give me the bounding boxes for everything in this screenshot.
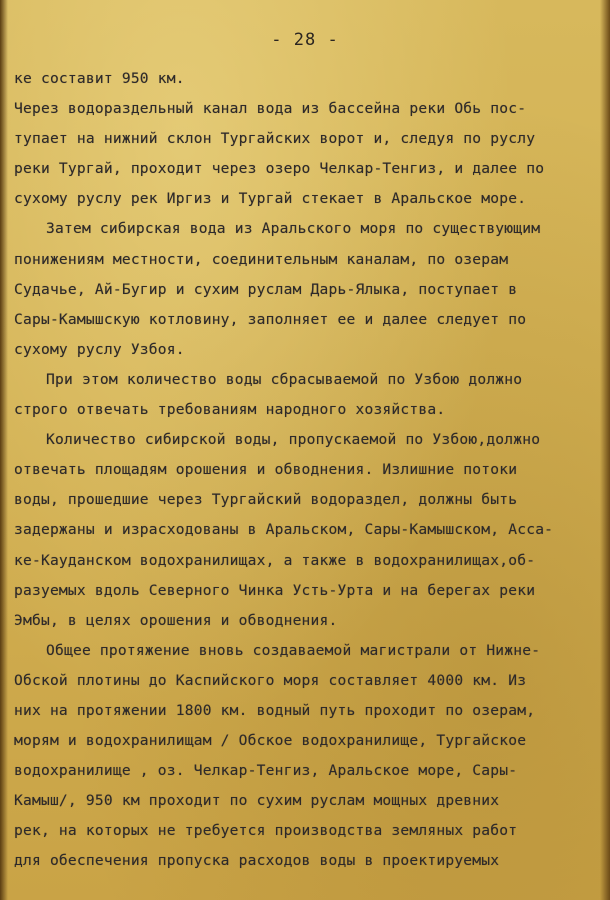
text-line: отвечать площадям орошения и обводнения. Излишние потоки bbox=[14, 461, 518, 479]
text-line: водохранилище , оз. Челкар-Тенгиз, Аральское море, Сары- bbox=[14, 762, 518, 780]
text-line: них на протяжении 1800 км. водный путь проходит по озерам, bbox=[14, 701, 536, 719]
text-line: Сары-Камышскую котловину, заполняет ее и далее следует по bbox=[14, 310, 527, 328]
text-line: ке-Кауданском водохранилищах, а также в водохранилищах,об- bbox=[14, 551, 536, 569]
text-line: Судачье, Ай-Бугир и сухим руслам Дарь-Ялыка, поступает в bbox=[14, 280, 518, 298]
page-edge-shadow-left bbox=[0, 0, 8, 900]
paragraph-first-line: Общее протяжение вновь создаваемой магистрали от Нижне- bbox=[46, 641, 541, 659]
text-line: разуемых вдоль Северного Чинка Усть-Урта и на берегах реки bbox=[14, 581, 536, 599]
text-line: Камыш/, 950 км проходит по сухим руслам мощных древних bbox=[14, 792, 500, 810]
paragraph-first-line: Количество сибирской воды, пропускаемой по Узбою,должно bbox=[46, 431, 541, 449]
text-line: морям и водохранилищам / Обское водохранилище, Тургайское bbox=[14, 732, 527, 750]
text-line: строго отвечать требованиям народного хозяйства. bbox=[14, 401, 446, 419]
text-line: сухому руслу рек Иргиз и Тургай стекает в Аральское море. bbox=[14, 190, 527, 208]
text-line: понижениям местности, соединительным каналам, по озерам bbox=[14, 250, 509, 268]
page-number: - 28 - bbox=[271, 30, 339, 50]
paragraph-first-line: Затем сибирская вода из Аральского моря по существующим bbox=[46, 220, 541, 238]
text-line: тупает на нижний склон Тургайских ворот и, следуя по руслу bbox=[14, 130, 536, 148]
text-line: воды, прошедшие через Тургайский водораздел, должны быть bbox=[14, 491, 518, 509]
text-line: Эмбы, в целях орошения и обводнения. bbox=[14, 611, 338, 629]
typewritten-text-body bbox=[14, 64, 608, 877]
text-line: для обеспечения пропуска расходов воды в проектируемых bbox=[14, 852, 500, 870]
text-line: Через водораздельный канал вода из бассейна реки Обь пос- bbox=[14, 100, 527, 118]
text-line: реки Тургай, проходит через озеро Челкар-Тенгиз, и далее по bbox=[14, 160, 545, 178]
paragraph-first-line: При этом количество воды сбрасываемой по Узбою должно bbox=[46, 370, 523, 388]
text-line: сухому руслу Узбоя. bbox=[14, 340, 185, 358]
text-line: задержаны и израсходованы в Аральском, Сары-Камышском, Асса- bbox=[14, 521, 554, 539]
text-line: Обской плотины до Каспийского моря составляет 4000 км. Из bbox=[14, 671, 527, 689]
text-line: ке составит 950 км. bbox=[14, 70, 185, 87]
text-line: рек, на которых не требуется производства земляных работ bbox=[14, 822, 518, 840]
